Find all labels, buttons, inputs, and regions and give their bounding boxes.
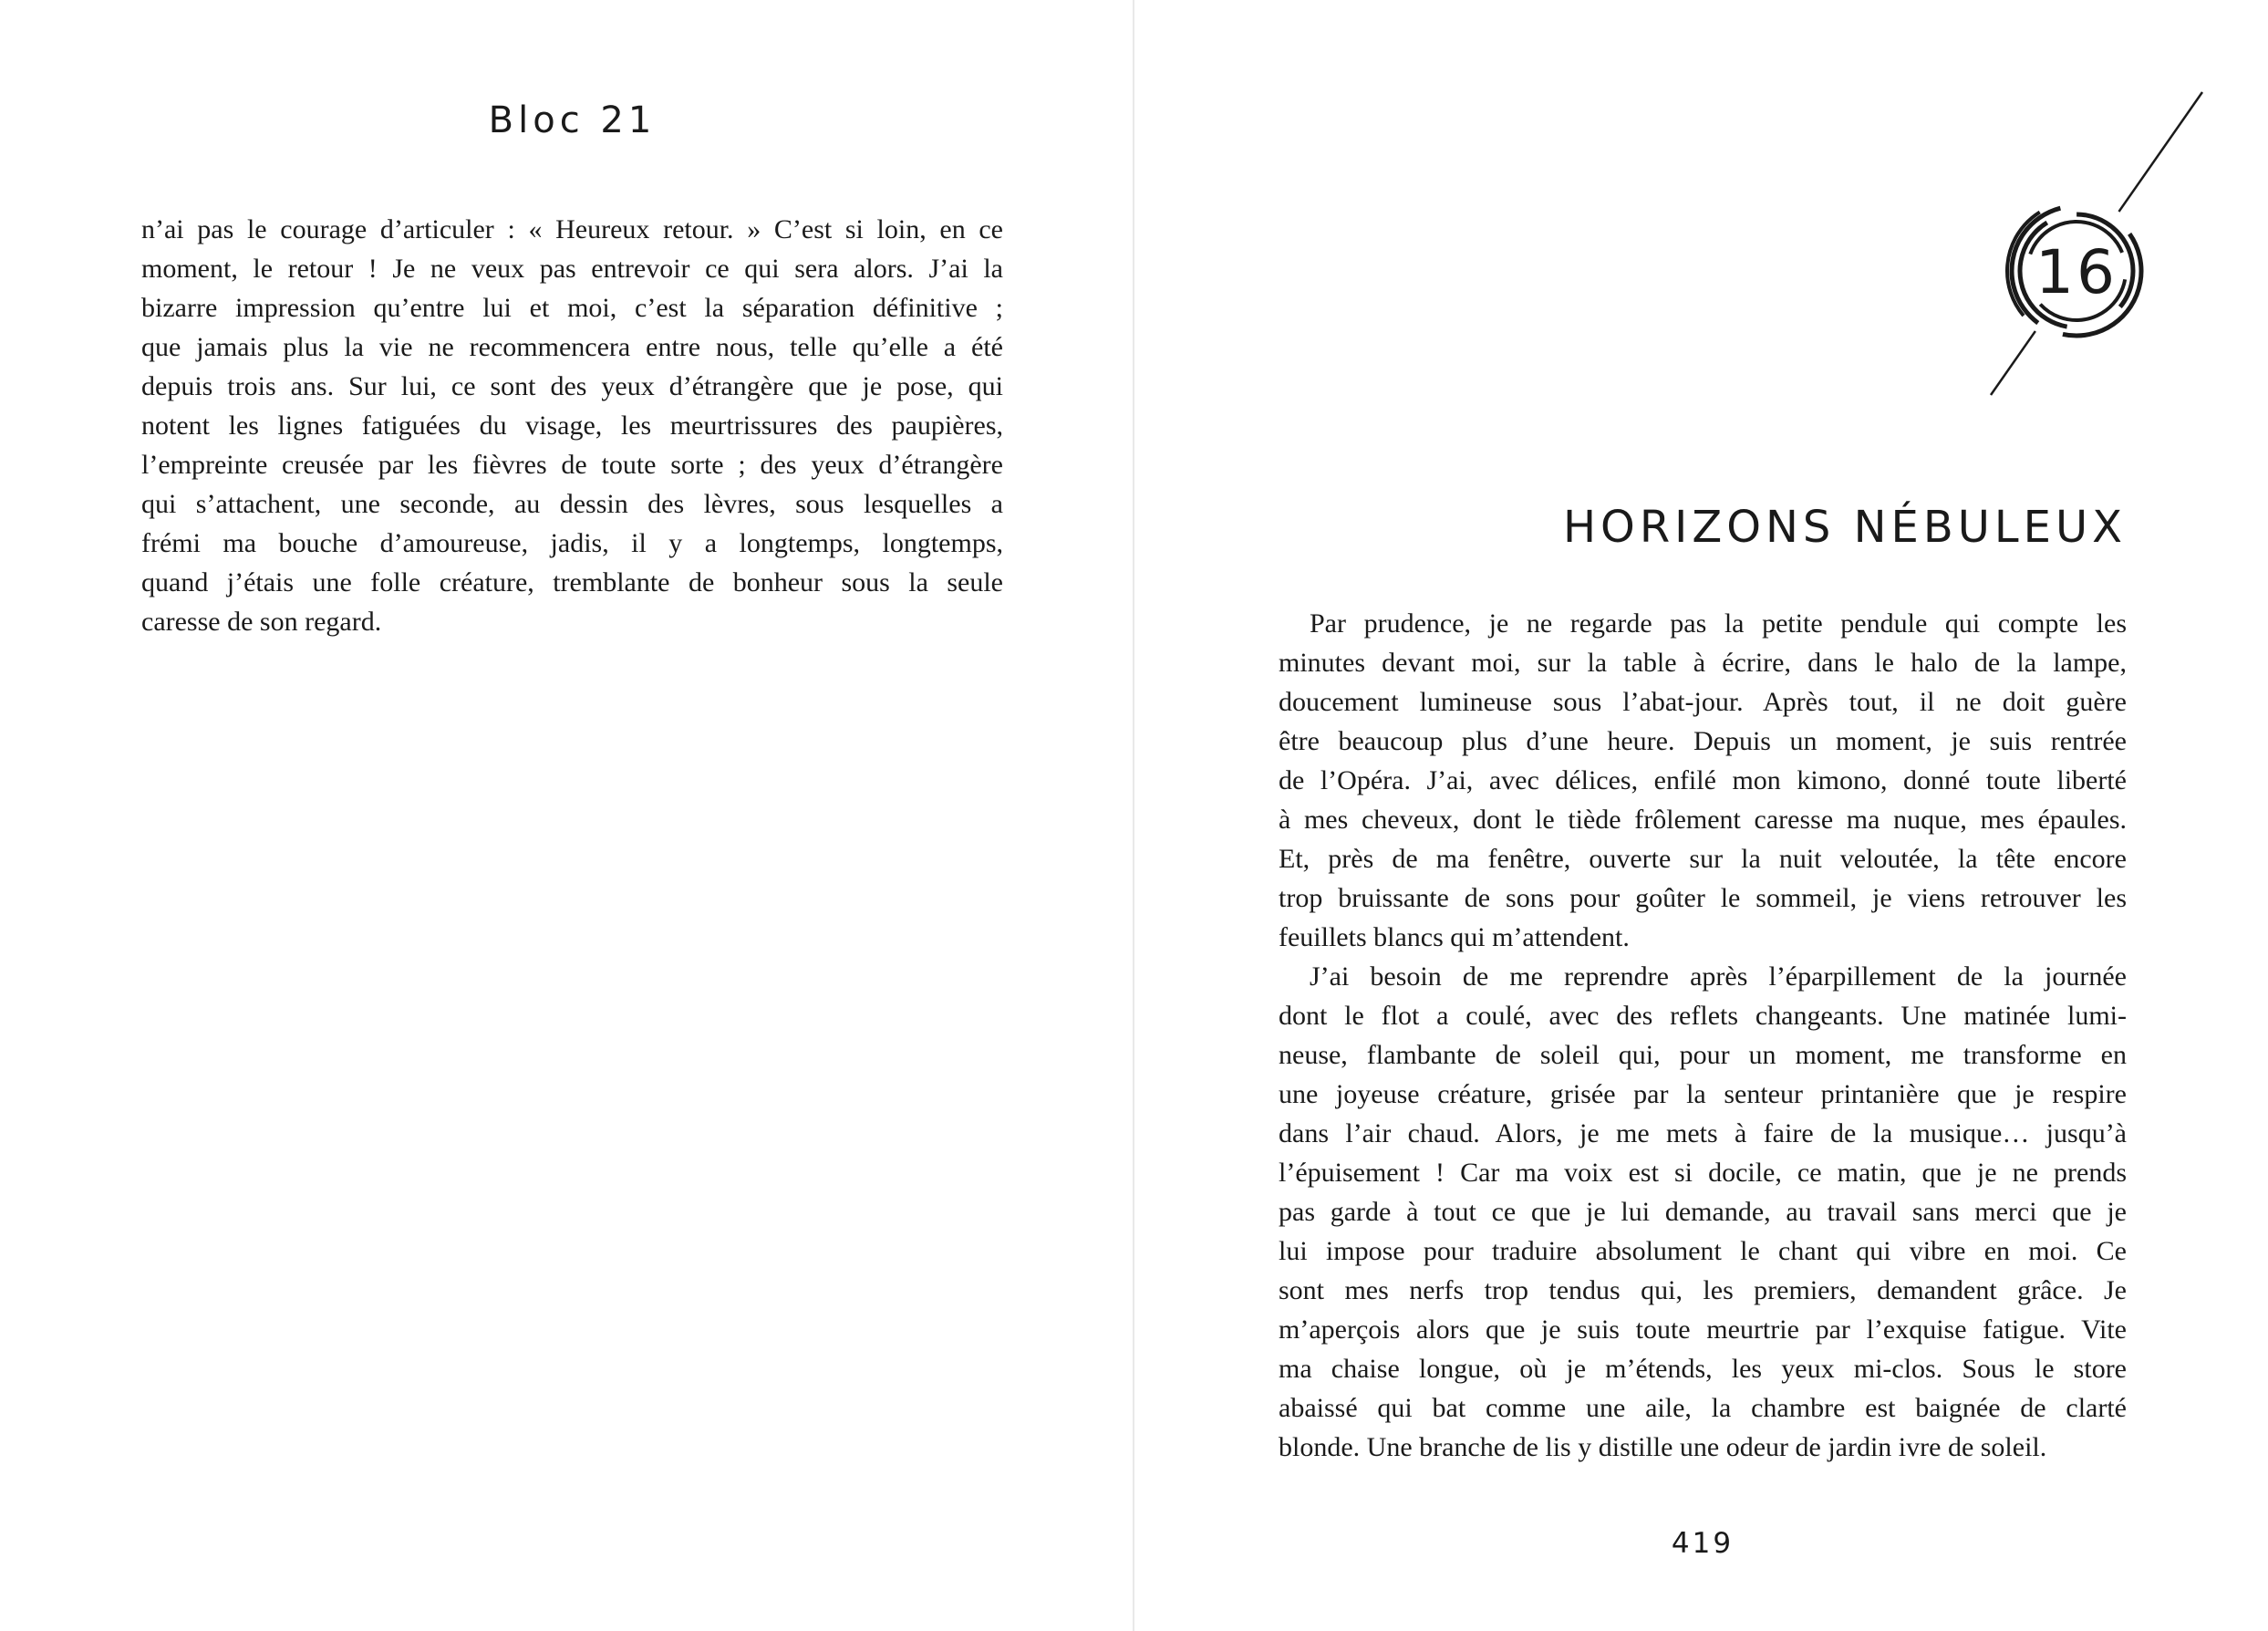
text-line: sont mes nerfs trop tendus qui, les premiers, demandent grâce. Je — [1279, 1275, 2127, 1305]
right-page-paragraph-1 — [1279, 604, 2127, 957]
text-line: l’épuisement ! Car ma voix est si docile, ce matin, que je ne prends — [1279, 1158, 2127, 1188]
text-line: à mes cheveux, dont le tiède frôlement caresse ma nuque, mes épaules. — [1279, 805, 2127, 835]
text-line: de l’Opéra. J’ai, avec délices, enfilé mon kimono, donné toute liberté — [1279, 765, 2127, 795]
text-line: l’empreinte creusée par les fièvres de toute sorte ; des yeux d’étrangère — [141, 450, 1003, 480]
chapter-number: 16 — [2035, 237, 2118, 307]
text-line: moment, le retour ! Je ne veux pas entrevoir ce qui sera alors. J’ai la — [141, 254, 1003, 284]
text-line: caresse de son regard. — [141, 607, 382, 637]
text-line: blonde. Une branche de lis y distille une odeur de jardin ivre de soleil. — [1279, 1432, 2047, 1462]
page-number: 419 — [1671, 1527, 1735, 1560]
chapter-number-ornament-icon — [1942, 71, 2262, 410]
text-line: depuis trois ans. Sur lui, ce sont des yeux d’étrangère que je pose, qui — [141, 371, 1003, 401]
running-head: Bloc 21 — [488, 99, 657, 141]
text-line: doucement lumineuse sous l’abat-jour. Après tout, il ne doit guère — [1279, 687, 2127, 717]
text-line: frémi ma bouche d’amoureuse, jadis, il y a longtemps, longtemps, — [141, 528, 1003, 558]
text-line: notent les lignes fatiguées du visage, les meurtrissures des paupières, — [141, 410, 1003, 441]
text-line: Et, près de ma fenêtre, ouverte sur la nuit veloutée, la tête encore — [1279, 844, 2127, 874]
text-line: minutes devant moi, sur la table à écrire, dans le halo de la lampe, — [1279, 648, 2127, 678]
text-line: feuillets blancs qui m’attendent. — [1279, 922, 1630, 952]
text-line: abaissé qui bat comme une aile, la chambre est baignée de clarté — [1279, 1393, 2127, 1423]
text-line: lui impose pour traduire absolument le chant qui vibre en moi. Ce — [1279, 1236, 2127, 1266]
page-gutter-divider — [1133, 0, 1134, 1631]
text-line: n’ai pas le courage d’articuler : « Heureux retour. » C’est si loin, en ce — [141, 214, 1003, 244]
text-line: qui s’attachent, une seconde, au dessin des lèvres, sous lesquelles a — [141, 489, 1003, 519]
text-line: trop bruissante de sons pour goûter le sommeil, je viens retrouver les — [1279, 883, 2127, 913]
text-line: Par prudence, je ne regarde pas la petite pendule qui compte les — [1310, 608, 2127, 639]
text-line: quand j’étais une folle créature, tremblante de bonheur sous la seule — [141, 567, 1003, 597]
text-line: être beaucoup plus d’une heure. Depuis un moment, je suis rentrée — [1279, 726, 2127, 756]
right-page-paragraph-2 — [1279, 957, 2127, 1467]
text-line: m’aperçois alors que je suis toute meurtrie par l’exquise fatigue. Vite — [1279, 1314, 2127, 1345]
text-line: pas garde à tout ce que je lui demande, au travail sans merci que je — [1279, 1197, 2127, 1227]
text-line: J’ai besoin de me reprendre après l’éparpillement de la journée — [1310, 961, 2127, 992]
text-line: dont le flot a coulé, avec des reflets changeants. Une matinée lumi- — [1279, 1001, 2127, 1031]
left-page-paragraph — [141, 210, 1003, 641]
text-line: une joyeuse créature, grisée par la senteur printanière que je respire — [1279, 1079, 2127, 1109]
right-page-text — [1279, 604, 2127, 1467]
chapter-title: HORIZONS NÉBULEUX — [1562, 502, 2127, 553]
text-line: que jamais plus la vie ne recommencera entre nous, telle qu’elle a été — [141, 332, 1003, 362]
text-line: ma chaise longue, où je m’étends, les yeux mi-clos. Sous le store — [1279, 1354, 2127, 1384]
text-line: neuse, flambante de soleil qui, pour un moment, me transforme en — [1279, 1040, 2127, 1070]
text-line: dans l’air chaud. Alors, je me mets à faire de la musique… jusqu’à — [1279, 1118, 2127, 1148]
text-line: bizarre impression qu’entre lui et moi, c’est la séparation définitive ; — [141, 293, 1003, 323]
